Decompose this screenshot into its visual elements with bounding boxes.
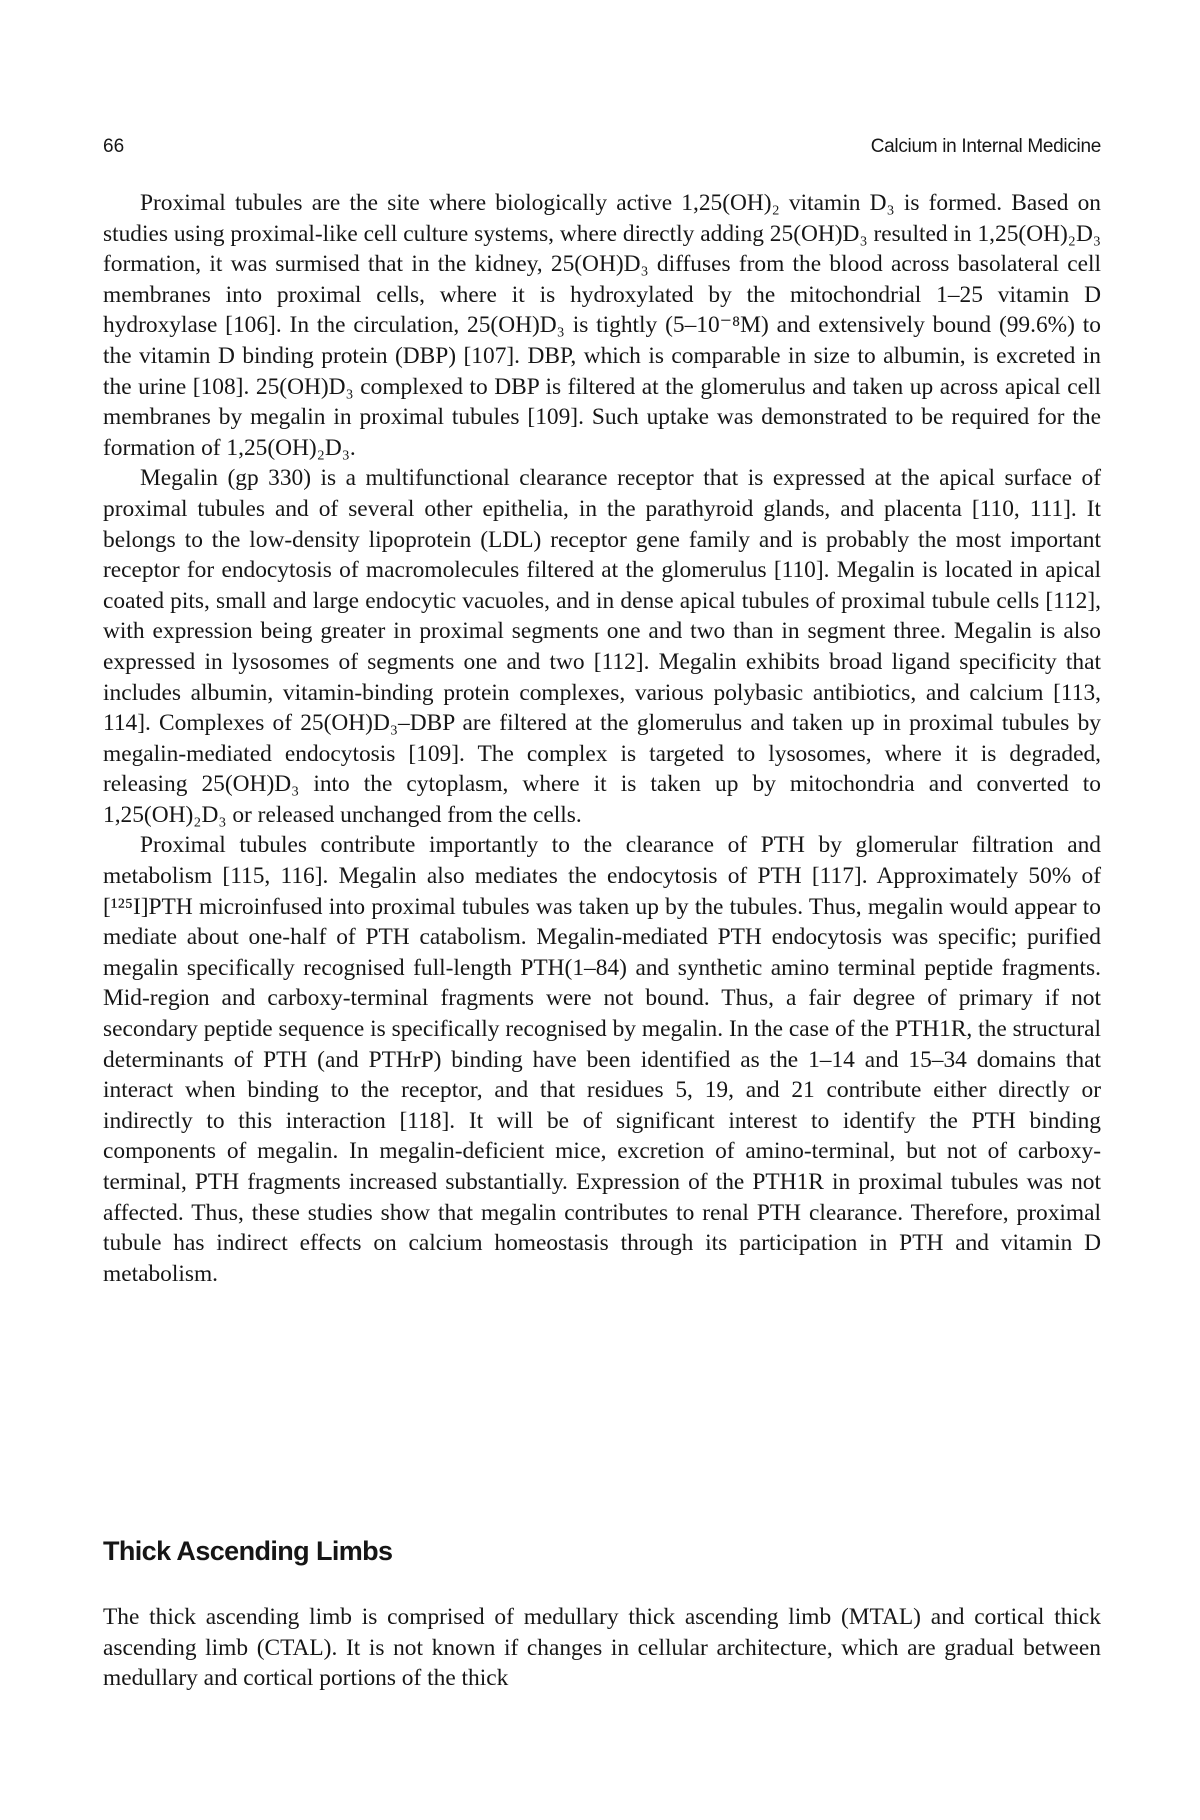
- paragraph-pth-clearance: Proximal tubules contribute importantly to the clearance of PTH by glomerular filtration and metabolism [115, 116]. Megalin also mediates the endocytosis of PTH [117]. Approximately 50% of [¹²⁵I]PTH microinfused into proximal tubules was taken up by the tubules. Thus, megalin would appear to mediate about one-half of PTH catabolism. Megalin-mediated PTH endocytosis was specific; purified megalin specifically recognised full-length PTH(1–84) and synthetic amino terminal peptide fragments. Mid-region and carboxy-terminal fragments were not bound. Thus, a fair degree of primary if not secondary peptide sequence is specifically recognised by megalin. In the case of the PTH1R, the structural determinants of PTH (and PTHrP) binding have been identified as the 1–14 and 15–34 domains that interact when binding to the receptor, and that residues 5, 19, and 21 contribute either directly or indirectly to this interaction [118]. It will be of significant interest to identify the PTH binding components of megalin. In megalin-deficient mice, excretion of amino-terminal, but not of carboxy-terminal, PTH fragments increased substantially. Expression of the PTH1R in proximal tubules was not affected. Thus, these studies show that megalin contributes to renal PTH clearance. Therefore, proximal tubule has indirect effects on calcium homeostasis through its participation in PTH and vitamin D metabolism.: [103, 832, 1101, 1287]
- proximal-tubule-section: [103, 188, 1101, 1289]
- paragraph-vitamin-d-formation: Proximal tubules are the site where biologically active 1,25(OH)₂ vitamin D₃ is formed. Based on studies using proximal-like cell culture systems, where directly adding 25(OH)D₃ resulted in 1,25(OH)₂D₃ formation, it was surmised that in the kidney, 25(OH)D₃ diffuses from the blood across basolateral cell membranes into proximal cells, where it is hydroxylated by the mitochondrial 1–25 vitamin D hydroxylase [106]. In the circulation, 25(OH)D₃ is tightly (5–10⁻⁸M) and extensively bound (99.6%) to the vitamin D binding protein (DBP) [107]. DBP, which is comparable in size to albumin, is excreted in the urine [108]. 25(OH)D₃ complexed to DBP is filtered at the glomerulus and taken up across apical cell membranes by megalin in proximal tubules [109]. Such uptake was demonstrated to be required for the formation of 1,25(OH)₂D₃.: [103, 190, 1101, 461]
- paragraph-thick-ascending-limb: The thick ascending limb is comprised of medullary thick ascending limb (MTAL) and cortical thick ascending limb (CTAL). It is not known if changes in cellular architecture, which are gradual between medullary and cortical portions of the thick: [103, 1604, 1101, 1692]
- running-title: Calcium in Internal Medicine: [870, 136, 1101, 157]
- page-number: 66: [103, 136, 125, 157]
- thick-ascending-limb-section: [103, 1602, 1101, 1694]
- section-heading: Thick Ascending Limbs: [103, 1536, 393, 1566]
- paragraph-megalin-receptor: Megalin (gp 330) is a multifunctional clearance receptor that is expressed at the apical surface of proximal tubules and of several other epithelia, in the parathyroid glands, and placenta [110, 111]. It belongs to the low-density lipoprotein (LDL) receptor gene family and is probably the most important receptor for endocytosis of macromolecules filtered at the glomerulus [110]. Megalin is located in apical coated pits, small and large endocytic vacuoles, and in dense apical tubules of proximal tubule cells [112], with expression being greater in proximal segments one and two than in segment three. Megalin is also expressed in lysosomes of segments one and two [112]. Megalin exhibits broad ligand specificity that includes albumin, vitamin-binding protein complexes, various polybasic antibiotics, and calcium [113, 114]. Complexes of 25(OH)D₃–DBP are filtered at the glomerulus and taken up in proximal tubules by megalin-mediated endocytosis [109]. The complex is targeted to lysosomes, where it is degraded, releasing 25(OH)D₃ into the cytoplasm, where it is taken up by mitochondria and converted to 1,25(OH)₂D₃ or released unchanged from the cells.: [103, 465, 1101, 828]
- running-head: [103, 136, 1101, 166]
